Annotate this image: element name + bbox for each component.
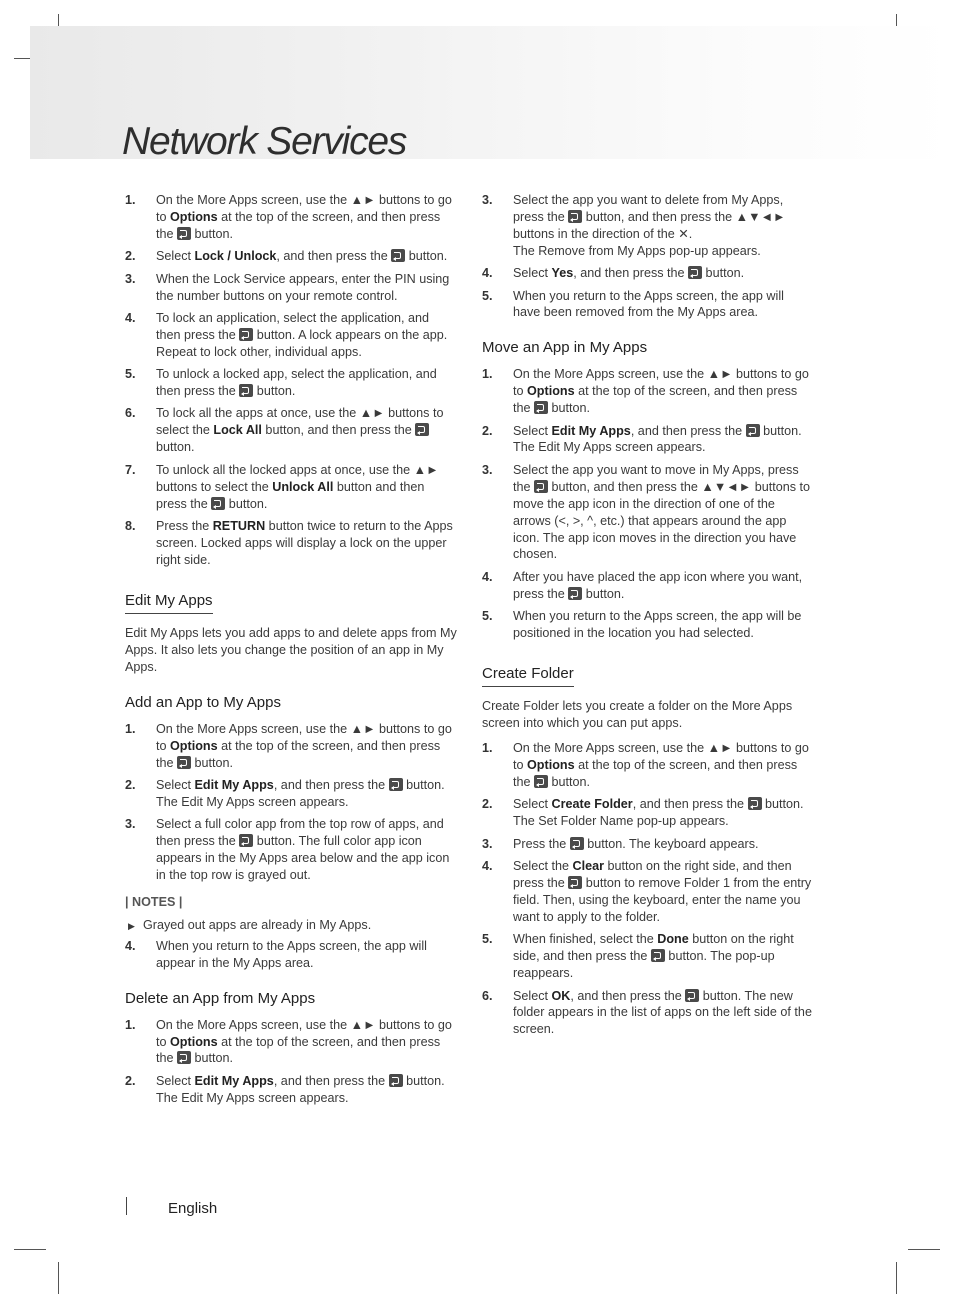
step-item: 2. Select Edit My Apps, and then press the button. The Edit My Apps screen appears. [482, 423, 802, 455]
edit-my-apps-heading: Edit My Apps [125, 591, 213, 614]
enter-button-icon [391, 249, 405, 262]
bold-term: Options [527, 758, 575, 773]
bullet-triangle-icon: ▶ [128, 920, 135, 931]
step-number: 4. [482, 266, 493, 281]
enter-button-icon [239, 384, 253, 397]
step-number: 7. [125, 462, 136, 477]
step-number: 1. [482, 741, 493, 756]
enter-button-icon [568, 210, 582, 223]
step-number: 1. [125, 193, 136, 207]
step-item: 7. To unlock all the locked apps at once, use the ▲► buttons to select the Unlock All button and then press the button. [125, 462, 439, 511]
enter-button-icon [389, 778, 403, 791]
step-number: 4. [482, 859, 493, 874]
step-number: 6. [125, 406, 136, 421]
step-item: 4. To lock an application, select the application, and then press the button. A lock appears on the app. Repeat to lock other, individual apps. [125, 310, 448, 359]
page-title: Network Services [122, 120, 407, 163]
bold-term: Edit My Apps [194, 778, 274, 793]
enter-button-icon [685, 989, 699, 1002]
bold-term: Yes [551, 266, 574, 281]
enter-button-icon [239, 328, 253, 341]
step-number: 3. [482, 836, 493, 851]
bold-term: Lock / Unlock [194, 249, 277, 264]
step-item: 1. On the More Apps screen, use the ▲► buttons to go to Options at the top of the screen, and then press the button. [125, 1017, 452, 1066]
step-number: 4. [125, 310, 136, 325]
bold-term: Done [657, 932, 689, 947]
enter-button-icon [568, 876, 582, 889]
move-app-steps-list [482, 366, 814, 642]
add-app-steps-list [125, 721, 457, 884]
step-number: 4. [482, 569, 493, 584]
enter-button-icon [688, 266, 702, 279]
add-app-heading: Add an App to My Apps [125, 693, 281, 711]
step-number: 8. [125, 518, 136, 533]
enter-button-icon [415, 423, 429, 436]
edit-my-apps-description: Edit My Apps lets you add apps to and delete apps from My Apps. It also lets you change the position of an app in My Apps. [125, 626, 457, 674]
step-item: 4. Select Yes, and then press the button. [482, 266, 745, 281]
step-number: 1. [482, 367, 493, 382]
bold-term: OK [551, 988, 571, 1003]
enter-button-icon [651, 949, 665, 962]
step-number: 2. [482, 423, 493, 438]
bold-term: Lock All [213, 423, 262, 438]
enter-button-icon [570, 837, 584, 850]
step-number: 2. [125, 778, 136, 793]
step-item: 5. When finished, select the Done button on the right side, and then press the button. The pop-up reappears. [482, 932, 794, 981]
enter-button-icon [534, 775, 548, 788]
step-item: 2. Select Edit My Apps, and then press the button. The Edit My Apps screen appears. [125, 1073, 445, 1105]
step-item: 4. After you have placed the app icon where you want, press the button. [482, 569, 803, 601]
bold-term: Unlock All [272, 479, 334, 494]
note-item [125, 917, 457, 934]
step-item: 6. To lock all the apps at once, use the ▲► buttons to select the Lock All button, and then press the button. [125, 406, 444, 455]
step-number: 2. [482, 797, 493, 812]
step-number: 1. [125, 1017, 136, 1032]
crop-mark [14, 1249, 46, 1250]
note-text: Grayed out apps are already in My Apps. [143, 917, 372, 932]
bold-term: Options [170, 1034, 218, 1049]
bold-term: RETURN [212, 518, 266, 533]
step-number: 5. [482, 932, 493, 947]
enter-button-icon [177, 227, 191, 240]
add-app-steps-list-cont [125, 938, 457, 972]
enter-button-icon [239, 834, 253, 847]
step-number: 5. [482, 288, 493, 303]
step-number: 5. [482, 609, 493, 624]
crop-mark [896, 1262, 897, 1294]
crop-mark [908, 1249, 940, 1250]
step-item: 2. Select Lock / Unlock, and then press the button. [125, 249, 448, 264]
bold-term: Create Folder [551, 797, 633, 812]
step-item: 1. On the More Apps screen, use the ▲► buttons to go to Options at the top of the screen, and then press the button. [125, 721, 452, 770]
enter-button-icon [177, 1051, 191, 1064]
step-number: 6. [482, 988, 493, 1003]
enter-button-icon [534, 401, 548, 414]
left-column [125, 192, 457, 1112]
enter-button-icon [177, 756, 191, 769]
bold-term: Options [170, 209, 218, 224]
step-item: 3. When the Lock Service appears, enter the PIN using the number buttons on your remote control. [125, 271, 450, 303]
step-item: 4. When you return to the Apps screen, the app will appear in the My Apps area. [125, 938, 427, 970]
step-item: 5. When you return to the Apps screen, the app will be positioned in the location you had selected. [482, 609, 802, 641]
step-item: 4. Select the Clear button on the right side, and then press the button to remove Folder 1 from the entry field. Then, using the keyboard, enter the name you want to apply to the folder. [482, 859, 812, 924]
enter-button-icon [568, 587, 582, 600]
create-folder-steps-list [482, 740, 814, 1038]
enter-button-icon [211, 497, 225, 510]
lock-steps-list [125, 192, 457, 569]
delete-app-steps-list [125, 1017, 457, 1107]
step-number: 4. [125, 938, 136, 953]
footer-divider [126, 1197, 127, 1215]
create-folder-description: Create Folder lets you create a folder on the More Apps screen into which you can put apps. [482, 699, 793, 731]
step-item: 1. On the More Apps screen, use the ▲► buttons to go to Options at the top of the screen, and then press the button. [482, 367, 809, 416]
enter-button-icon [746, 424, 760, 437]
step-item: 2. Select Create Folder, and then press the button. The Set Folder Name pop-up appears. [482, 797, 804, 829]
bold-term: Options [170, 738, 218, 753]
step-item: 1. On the More Apps screen, use the ▲► buttons to go to Options at the top of the screen, and then press the button. [482, 741, 809, 790]
step-item: 3. Press the button. The keyboard appears. [482, 836, 759, 851]
step-item: 1. On the More Apps screen, use the ▲► buttons to go to Options at the top of the screen, and then press the button. [125, 193, 452, 241]
step-number: 5. [125, 367, 136, 382]
step-number: 2. [125, 249, 136, 264]
crop-mark [58, 1262, 59, 1294]
step-item: 3. Select the app you want to move in My Apps, press the button, and then press the ▲▼◄► buttons to move the app icon in the direction of one of the arrows (<, >, ^, etc.) that appears around the app icon. The app icon moves in the direction you have chosen. [482, 462, 811, 562]
create-folder-heading: Create Folder [482, 664, 574, 687]
step-item: 3. Select a full color app from the top row of apps, and then press the button. The full color app icon appears in the My Apps area below and the app icon in the top row is grayed out. [125, 817, 450, 883]
step-item: 5. When you return to the Apps screen, the app will have been removed from the My Apps area. [482, 288, 784, 320]
step-item: 6. Select OK, and then press the button. The new folder appears in the list of apps on the left side of the screen. [482, 988, 812, 1037]
step-number: 3. [125, 271, 136, 286]
move-app-heading: Move an App in My Apps [482, 339, 648, 357]
step-number: 2. [125, 1073, 136, 1088]
bold-term: Edit My Apps [551, 423, 631, 438]
bold-term: Options [527, 384, 575, 399]
step-item: 5. To unlock a locked app, select the application, and then press the button. [125, 367, 437, 399]
delete-app-steps-list-cont [482, 192, 814, 321]
step-item: 2. Select Edit My Apps, and then press the button. The Edit My Apps screen appears. [125, 778, 445, 809]
right-column [482, 192, 814, 1044]
step-number: 1. [125, 721, 136, 736]
notes-label: | NOTES | [125, 895, 183, 909]
step-number: 3. [482, 193, 493, 207]
enter-button-icon [748, 797, 762, 810]
delete-app-heading: Delete an App from My Apps [125, 989, 316, 1007]
step-item: 3. Select the app you want to delete from My Apps, press the button, and then press the ▲▼◄► buttons in the direction of the ✕. The Remove from My Apps pop-up appears. [482, 193, 786, 258]
bold-term: Edit My Apps [194, 1073, 274, 1088]
step-number: 3. [125, 817, 136, 832]
bold-term: Clear [572, 859, 605, 874]
footer-language: English [168, 1200, 218, 1217]
step-item: 8. Press the RETURN button twice to return to the Apps screen. Locked apps will display a lock on the upper right side. [125, 518, 453, 567]
step-number: 3. [482, 462, 493, 477]
enter-button-icon [389, 1074, 403, 1087]
enter-button-icon [534, 480, 548, 493]
